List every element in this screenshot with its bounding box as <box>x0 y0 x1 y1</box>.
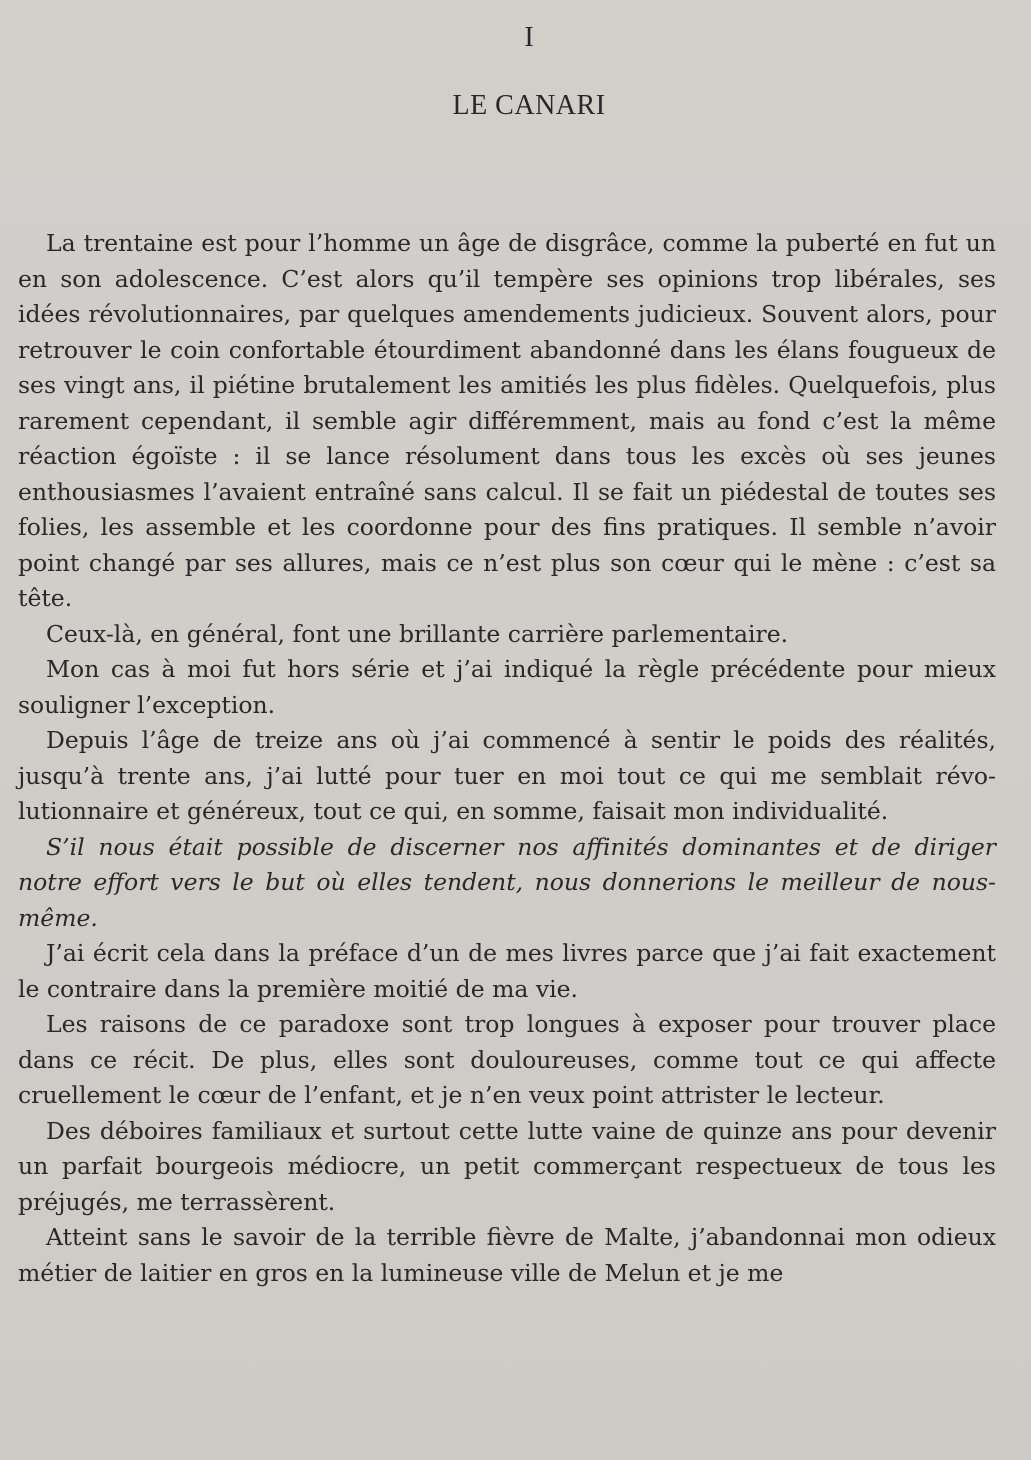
paragraph: Atteint sans le savoir de la terrible fièvre de Malte, j’abandonnai mon odieux métier de laitier en gros en la lumineuse ville de Melun et je me <box>18 1223 996 1287</box>
paragraph: Mon cas à moi fut hors série et j’ai indiqué la règle précédente pour mieux souligner l’exception. <box>18 655 996 719</box>
paragraph: Ceux-là, en général, font une brillante carrière parlementaire. <box>46 619 789 648</box>
paragraph: Les raisons de ce paradoxe sont trop longues à exposer pour trouver place dans ce récit. De plus, elles sont douloureuses, comme tout ce qui affecte cruellement le cœur de l’enfant, et je n’en veux point attrister le lecteur. <box>18 1010 996 1109</box>
italic-quote-paragraph: S’il nous était possible de discerner nos affinités dominantes et de diriger notre effort vers le but où elles tendent, nous donnerions le meilleur de nous-même. <box>18 832 996 932</box>
paragraph: La trentaine est pour l’homme un âge de disgrâce, comme la puberté en fut un en son adolescence. C’est alors qu’il tempère ses opinions trop libérales, ses idées révolutionnaires, par quelques amendements judicieux. Souvent alors, pour retrouver le coin confortable étourdiment abandonné dans les élans fougueux de ses vingt ans, il piétine brutalement les amitiés les plus fidèles. Quelquefois, plus rarement cependant, il semble agir différemment, mais au fond c’est la même réaction égoïste : il se lance résolument dans tous les excès où ses jeunes enthousiasmes l’avaient entraîné sans calcul. Il se fait un piédestal de toutes ses folies, les assemble et les coordonne pour des fins pratiques. Il semble n’avoir point changé par ses allures, mais ce n’est plus son cœur qui le mène : c’est sa tête. <box>18 229 996 612</box>
chapter-body <box>18 226 996 1291</box>
paragraph: J’ai écrit cela dans la préface d’un de mes livres parce que j’ai fait exactement le contraire dans la première moitié de ma vie. <box>18 939 996 1003</box>
chapter-title: LE CANARI <box>452 90 606 121</box>
chapter-number: I <box>524 22 534 53</box>
paragraph: Des déboires familiaux et surtout cette lutte vaine de quinze ans pour devenir un parfait bourgeois médiocre, un petit commerçant respectueux de tous les préjugés, me terrassèrent. <box>18 1116 996 1216</box>
paragraph: Depuis l’âge de treize ans où j’ai commencé à sentir le poids des réalités, jusqu’à trente ans, j’ai lutté pour tuer en moi tout ce qui me semblait révolutionnaire et généreux, tout ce qui, en somme, faisait mon individualité. <box>18 726 996 825</box>
